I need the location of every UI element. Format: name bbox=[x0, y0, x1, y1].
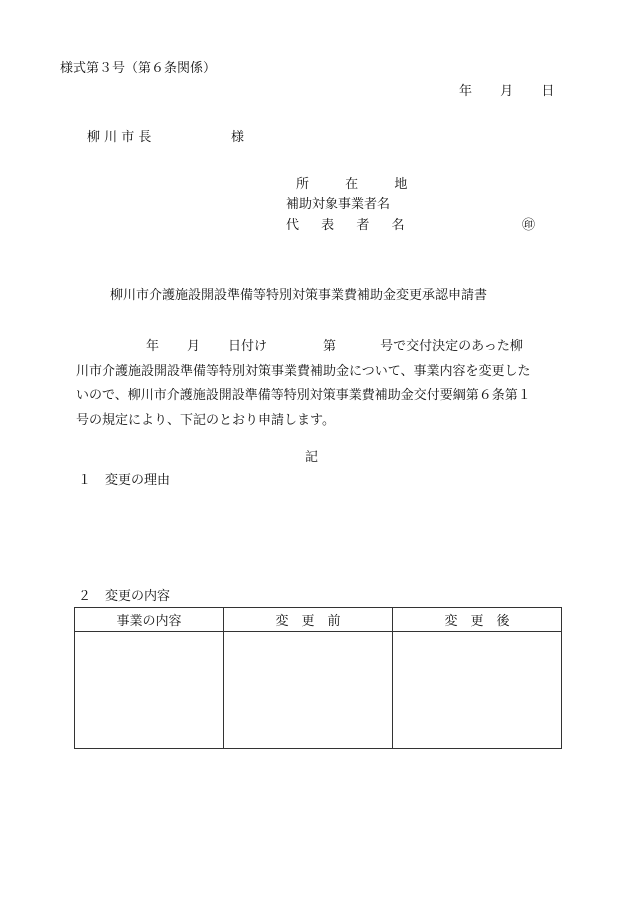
section-1-heading bbox=[78, 474, 170, 487]
date-month: 月 bbox=[500, 84, 514, 99]
addressee-name: 柳 川 市 長 bbox=[87, 130, 152, 145]
section-2-label: 変更の内容 bbox=[105, 589, 171, 604]
section-2-number: ２ bbox=[78, 589, 92, 604]
date-year: 年 bbox=[459, 84, 473, 99]
header-before-change: 変 更 前 bbox=[224, 608, 393, 632]
table-row bbox=[75, 632, 562, 749]
seal-mark: ㊞ bbox=[522, 218, 536, 233]
ki-heading: 記 bbox=[305, 450, 319, 465]
address-label: 所 在 地 bbox=[296, 177, 408, 192]
body-paragraph bbox=[76, 335, 576, 433]
document-title: 柳川市介護施設開設準備等特別対策事業費補助金変更承認申請書 bbox=[110, 288, 488, 303]
body-line-3: いので、柳川市介護施設開設準備等特別対策事業費補助金交付要綱第６条第１ bbox=[76, 388, 531, 403]
change-table bbox=[74, 607, 562, 749]
form-number: 様式第３号（第６条関係） bbox=[60, 61, 217, 76]
header-business-content: 事業の内容 bbox=[75, 608, 224, 632]
cell-business-content[interactable] bbox=[75, 632, 224, 749]
addressee-honorific: 様 bbox=[231, 130, 245, 145]
section-2-heading bbox=[78, 590, 170, 603]
section-1-number: １ bbox=[78, 473, 92, 488]
body-line-2: 川市介護施設開設準備等特別対策事業費補助金について、事業内容を変更した bbox=[76, 363, 531, 379]
header-after-change: 変 更 後 bbox=[393, 608, 562, 632]
body-line-1: 年 月 日付け 第 号で交付決定のあった柳 bbox=[146, 339, 523, 354]
representative-label: 代 表 者 名 bbox=[286, 218, 405, 233]
cell-before-change[interactable] bbox=[224, 632, 393, 749]
date-day: 日 bbox=[541, 84, 555, 99]
body-line-4: 号の規定により、下記のとおり申請します。 bbox=[76, 412, 335, 428]
business-name-label: 補助対象事業者名 bbox=[286, 197, 391, 212]
section-1-label: 変更の理由 bbox=[105, 473, 171, 488]
table-header-row bbox=[75, 608, 562, 632]
cell-after-change[interactable] bbox=[393, 632, 562, 749]
date-line bbox=[459, 85, 554, 98]
